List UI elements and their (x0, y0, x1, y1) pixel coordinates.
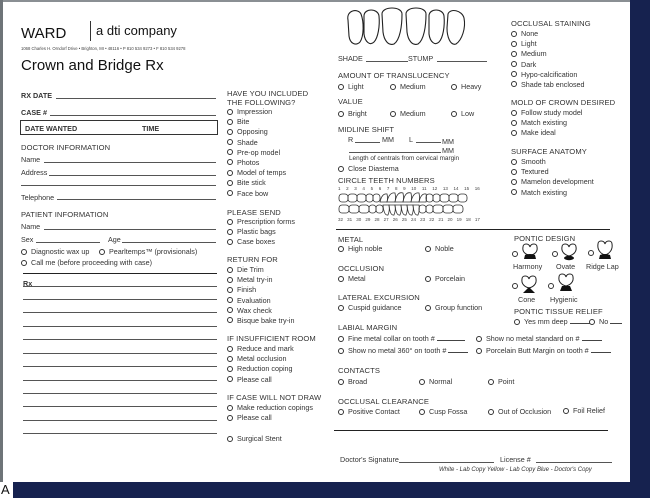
return-wax-check[interactable]: Wax check (227, 306, 295, 316)
doctor-address-field[interactable] (49, 175, 216, 176)
midline-shift-title: MIDLINE SHIFT (338, 125, 395, 134)
send-plastic-bags[interactable]: Plastic bags (227, 227, 295, 237)
radio-icon (511, 41, 517, 47)
rx-notes-area[interactable] (23, 286, 217, 432)
room-reduce-and-mark[interactable]: Reduce and mark (227, 344, 294, 354)
labial-show-no-metal-standard[interactable]: Show no metal standard on # (476, 334, 602, 343)
radio-icon (227, 346, 233, 352)
pontic-ovate-icon (560, 243, 578, 261)
pontic-ovate[interactable] (552, 243, 588, 273)
occlusion-metal[interactable]: Metal (338, 274, 366, 283)
return-finish[interactable]: Finish (227, 285, 295, 295)
staining-none[interactable]: None (511, 29, 585, 39)
radio-icon (227, 405, 233, 411)
tooth-number[interactable]: 20 (447, 217, 453, 222)
radio-icon (476, 336, 482, 342)
radio-icon (563, 408, 569, 414)
radio-icon (338, 84, 344, 90)
tooth-number[interactable]: 17 (474, 217, 480, 222)
rx-label: Rx (23, 279, 33, 288)
translucency-light[interactable]: Light (338, 82, 364, 91)
radio-icon (338, 246, 344, 252)
time-label: TIME (142, 124, 160, 133)
rx-line (23, 326, 217, 327)
occlusal-staining-title: OCCLUSAL STAINING (511, 19, 591, 28)
shade-field[interactable] (366, 61, 408, 62)
license-field[interactable] (536, 462, 612, 463)
radio-icon (227, 119, 233, 125)
tooth-number[interactable]: 6 (378, 186, 382, 191)
radio-icon (227, 109, 233, 115)
radio-icon (425, 305, 431, 311)
tooth-number[interactable]: 31 (347, 217, 353, 222)
tooth-number-field[interactable] (437, 334, 465, 341)
rx-line (23, 339, 217, 340)
radio-icon (511, 159, 517, 165)
labial-fine-metal-collar[interactable]: Fine metal collar on tooth # (338, 334, 465, 343)
radio-icon (451, 84, 457, 90)
radio-icon (425, 276, 431, 282)
return-evaluation[interactable]: Evaluation (227, 296, 295, 306)
midline-l-label: L (409, 135, 413, 144)
tooth-number[interactable]: 29 (365, 217, 371, 222)
pontic-ridge-lap-icon (595, 239, 615, 261)
staining-light[interactable]: Light (511, 39, 585, 49)
radio-icon (338, 276, 344, 282)
radio-icon (338, 305, 344, 311)
pontic-design-title: PONTIC DESIGN (514, 234, 576, 243)
stump-field[interactable] (437, 61, 487, 62)
radio-icon (21, 260, 27, 266)
tissue-relief-yes[interactable]: Yes mm deep (514, 317, 590, 326)
doctor-signature-label: Doctor's Signature (340, 455, 399, 464)
centrals-length-mm: MM (442, 146, 454, 155)
company-address: 1068 Charles H. Orndorf Drive • Brighton, MI • 48116 • P 810 534 9273 • F 810 534 9278 (21, 46, 186, 51)
radio-icon (390, 84, 396, 90)
radio-icon (338, 379, 344, 385)
clearance-cusp-fossa[interactable]: Cusp Fossa (419, 407, 467, 416)
radio-icon (227, 239, 233, 245)
no-field[interactable] (610, 317, 622, 324)
radio-icon (338, 348, 344, 354)
pontic-ridge-lap-label: Ridge Lap (586, 262, 619, 271)
tooth-number[interactable]: 7 (386, 186, 390, 191)
metal-high-noble[interactable]: High noble (338, 244, 382, 253)
contacts-broad[interactable]: Broad (338, 377, 367, 386)
radio-icon (451, 111, 457, 117)
return-for-title: RETURN FOR (227, 255, 278, 264)
teeth-diagram-icon (338, 192, 480, 217)
included-title-2: THE FOLLOWING? (227, 98, 296, 107)
radio-icon (338, 336, 344, 342)
tooth-number[interactable]: 26 (392, 217, 398, 222)
radio-icon (227, 229, 233, 235)
send-case-boxes[interactable]: Case boxes (227, 237, 295, 247)
navy-edge-right (630, 0, 650, 498)
lateral-excursion-title: LATERAL EXCURSION (338, 293, 420, 302)
value-bright[interactable]: Bright (338, 109, 367, 118)
radio-icon (425, 246, 431, 252)
surface-mamelon[interactable]: Mamelon development (511, 177, 594, 187)
rx-line (23, 312, 217, 313)
teeth-chart[interactable] (338, 186, 480, 224)
radio-icon (512, 251, 518, 257)
pontic-cone-label: Cone (518, 295, 536, 304)
please-send-list (227, 217, 295, 248)
tooth-number[interactable]: 27 (383, 217, 389, 222)
staining-shade-tab[interactable]: Shade tab enclosed (511, 80, 585, 90)
rx-date-label: RX DATE (21, 91, 53, 100)
radio-icon (227, 376, 233, 382)
radio-icon (227, 307, 233, 313)
copy-distribution-note: White - Lab Copy Yellow - Lab Copy Blue - Doctor's Copy (439, 467, 592, 473)
included-pre-op-model[interactable]: Pre-op model (227, 148, 286, 158)
draw-please-call[interactable]: Please call (227, 413, 313, 423)
tooth-number[interactable]: 18 (465, 217, 471, 222)
radio-icon (511, 130, 517, 136)
tooth-number[interactable]: 16 (474, 186, 480, 191)
radio-icon (227, 297, 233, 303)
radio-icon (227, 129, 233, 135)
included-title-1: HAVE YOU INCLUDED (227, 89, 309, 98)
rx-line (23, 393, 217, 394)
rx-section-divider (23, 273, 217, 274)
patient-name-label: Name (21, 222, 41, 231)
radio-icon (227, 170, 233, 176)
close-diastema-option[interactable]: Close Diastema (338, 164, 399, 173)
radio-icon (227, 267, 233, 273)
pontic-harmony[interactable] (512, 243, 550, 273)
midline-r-field[interactable] (355, 142, 380, 143)
labial-show-no-metal-360[interactable]: Show no metal 360° on tooth # (338, 346, 468, 355)
tooth-number[interactable]: 8 (394, 186, 398, 191)
patient-name-field[interactable] (44, 229, 216, 230)
will-not-draw-title: IF CASE WILL NOT DRAW (227, 393, 322, 402)
clearance-out-of-occlusion[interactable]: Out of Occlusion (488, 407, 551, 416)
occlusal-staining-list (511, 29, 585, 90)
pontic-cone[interactable] (512, 275, 550, 305)
radio-icon (511, 31, 517, 37)
radio-icon (511, 179, 517, 185)
radio-icon (488, 379, 494, 385)
shade-label: SHADE (338, 54, 363, 63)
mold-match-existing[interactable]: Match existing (511, 118, 583, 128)
patient-age-field[interactable] (122, 242, 216, 243)
occlusion-porcelain[interactable]: Porcelain (425, 274, 465, 283)
rx-line (23, 366, 217, 367)
included-model-of-temps[interactable]: Model of temps (227, 168, 286, 178)
tooth-number[interactable]: 23 (420, 217, 426, 222)
patient-sex-field[interactable] (36, 242, 100, 243)
radio-icon (511, 71, 517, 77)
labial-porcelain-butt-margin[interactable]: Porcelain Butt Margin on tooth # (476, 346, 611, 355)
tooth-number[interactable]: 15 (464, 186, 470, 191)
metal-title: METAL (338, 235, 364, 244)
radio-icon (21, 249, 27, 255)
tooth-number[interactable]: 1 (338, 186, 341, 191)
value-medium[interactable]: Medium (390, 109, 426, 118)
radio-icon (227, 366, 233, 372)
midline-r-mm: MM (382, 135, 394, 144)
included-list (227, 107, 286, 199)
radio-icon (227, 317, 233, 323)
radio-icon (511, 110, 517, 116)
frame-border-left (0, 0, 3, 482)
clearance-positive-contact[interactable]: Positive Contact (338, 407, 400, 416)
radio-icon (227, 190, 233, 196)
included-face-bow[interactable]: Face bow (227, 189, 286, 199)
radio-icon (588, 250, 594, 256)
doctor-address-label: Address (21, 168, 48, 177)
mid-section-divider (336, 229, 610, 230)
option-call-me[interactable]: Call me (before proceeding with case) (21, 258, 152, 267)
return-metal-try-in[interactable]: Metal try-in (227, 275, 295, 285)
tooth-number[interactable]: 14 (453, 186, 459, 191)
radio-icon (511, 189, 517, 195)
included-shade[interactable]: Shade (227, 138, 286, 148)
room-reduction-coping[interactable]: Reduction coping (227, 364, 294, 374)
mold-follow-study-model[interactable]: Follow study model (511, 108, 583, 118)
contacts-point[interactable]: Point (488, 377, 514, 386)
pontic-hygienic[interactable] (548, 273, 588, 305)
mold-make-ideal[interactable]: Make ideal (511, 128, 583, 138)
lateral-cuspid-guidance[interactable]: Cuspid guidance (338, 303, 402, 312)
circle-teeth-title: CIRCLE TEETH NUMBERS (338, 176, 435, 185)
option-surgical-stent[interactable]: Surgical Stent (227, 434, 282, 443)
radio-icon (338, 166, 344, 172)
frame-border-top (0, 0, 650, 2)
mold-list (511, 108, 583, 139)
draw-make-reduction-copings[interactable]: Make reduction copings (227, 403, 313, 413)
pontic-hygienic-icon (556, 273, 576, 293)
option-pearltemps[interactable]: Pearltemps™ (provisionals) (99, 247, 197, 256)
translucency-title: AMOUNT OF TRANSLUCENCY (338, 71, 450, 80)
tooth-number[interactable]: 22 (429, 217, 435, 222)
rx-date-field[interactable] (56, 98, 216, 99)
doctor-signature-field[interactable] (399, 462, 494, 463)
send-prescription-forms[interactable]: Prescription forms (227, 217, 295, 227)
return-bisque-bake[interactable]: Bisque bake try-in (227, 316, 295, 326)
radio-icon (227, 287, 233, 293)
case-number-label: CASE # (21, 108, 47, 117)
midline-l-mm: MM (442, 137, 454, 146)
tooth-number[interactable]: 9 (403, 186, 406, 191)
included-opposing[interactable]: Opposing (227, 127, 286, 137)
radio-icon (512, 283, 518, 289)
patient-sex-label: Sex (21, 235, 34, 244)
translucency-medium[interactable]: Medium (390, 82, 426, 91)
radio-icon (419, 379, 425, 385)
tooth-number[interactable]: 25 (401, 217, 407, 222)
radio-icon (511, 169, 517, 175)
room-metal-occlusion[interactable]: Metal occlusion (227, 354, 294, 364)
included-impression[interactable]: Impression (227, 107, 286, 117)
pontic-cone-icon (520, 275, 538, 295)
tooth-number[interactable]: 5 (370, 186, 374, 191)
rx-line (23, 406, 217, 407)
doctor-telephone-label: Telephone (21, 193, 55, 202)
labial-margin-title: LABIAL MARGIN (338, 323, 398, 332)
translucency-heavy[interactable]: Heavy (451, 82, 481, 91)
tooth-number[interactable]: 13 (442, 186, 448, 191)
radio-icon (511, 51, 517, 57)
radio-icon (227, 180, 233, 186)
contacts-normal[interactable]: Normal (419, 377, 452, 386)
included-bite[interactable]: Bite (227, 117, 286, 127)
doctor-name-field[interactable] (44, 162, 216, 163)
radio-icon (227, 436, 233, 442)
radio-icon (99, 249, 105, 255)
tooth-number[interactable]: 21 (438, 217, 444, 222)
tooth-number[interactable]: 30 (356, 217, 362, 222)
patient-age-label: Age (108, 235, 121, 244)
stump-label: STUMP (408, 54, 434, 63)
midline-l-field[interactable] (416, 142, 441, 143)
staining-medium[interactable]: Medium (511, 49, 585, 59)
tooth-number-field[interactable] (591, 346, 611, 353)
radio-icon (338, 111, 344, 117)
option-diagnostic-wax-up[interactable]: Diagnostic wax up (21, 247, 89, 256)
value-low[interactable]: Low (451, 109, 474, 118)
pontic-harmony-icon (520, 243, 540, 261)
signature-section-divider (334, 430, 608, 431)
radio-icon (338, 409, 344, 415)
included-bite-stick[interactable]: Bite stick (227, 178, 286, 188)
insufficient-room-title: IF INSUFFICIENT ROOM (227, 334, 316, 343)
occlusal-clearance-title: OCCLUSAL CLEARANCE (338, 397, 429, 406)
form-title: Crown and Bridge Rx (21, 57, 164, 74)
radio-icon (514, 319, 520, 325)
return-die-trim[interactable]: Die Trim (227, 265, 295, 275)
surface-anatomy-list (511, 157, 594, 198)
please-send-title: PLEASE SEND (227, 208, 281, 217)
date-wanted-label: DATE WANTED (25, 124, 78, 133)
radio-icon (227, 149, 233, 155)
tissue-relief-no[interactable]: No (589, 317, 622, 326)
doctor-name-label: Name (21, 155, 41, 164)
radio-icon (227, 415, 233, 421)
centrals-length-note: Length of centrals from cervical margin (349, 155, 460, 162)
clearance-foil-relief[interactable]: Foil Relief (563, 406, 605, 415)
radio-icon (390, 111, 396, 117)
tooth-number[interactable]: 32 (338, 217, 344, 222)
pontic-hygienic-label: Hygienic (550, 295, 578, 304)
tooth-number[interactable]: 2 (346, 186, 349, 191)
doctor-info-title: DOCTOR INFORMATION (21, 143, 111, 152)
radio-icon (488, 409, 494, 415)
brand-name: WARD (21, 25, 67, 42)
radio-icon (227, 219, 233, 225)
radio-icon (589, 319, 595, 325)
tooth-number[interactable]: 4 (362, 186, 365, 191)
radio-icon (548, 283, 554, 289)
brand-tagline: a dti company (96, 23, 177, 38)
lower-teeth-numbers (338, 217, 480, 223)
included-photos[interactable]: Photos (227, 158, 286, 168)
tooth-number[interactable]: 24 (411, 217, 417, 222)
pontic-ovate-label: Ovate (556, 262, 576, 271)
radio-icon (476, 348, 482, 354)
doctor-address-field-2[interactable] (21, 185, 216, 186)
contacts-title: CONTACTS (338, 366, 381, 375)
license-label: License # (500, 455, 531, 464)
surface-anatomy-title: SURFACE ANATOMY (511, 147, 587, 156)
brand-divider (90, 21, 91, 41)
case-number-field[interactable] (50, 115, 216, 116)
surface-textured[interactable]: Textured (511, 167, 594, 177)
pontic-harmony-label: Harmony (513, 262, 543, 271)
radio-icon (511, 81, 517, 87)
insufficient-room-list (227, 344, 294, 385)
radio-icon (227, 139, 233, 145)
tooth-number[interactable]: 11 (421, 186, 427, 191)
metal-noble[interactable]: Noble (425, 244, 454, 253)
mold-title: MOLD OF CROWN DESIRED (511, 98, 616, 107)
value-title: VALUE (338, 97, 363, 106)
lateral-group-function[interactable]: Group function (425, 303, 482, 312)
tooth-number-field[interactable] (582, 334, 602, 341)
mm-deep-field[interactable] (570, 317, 590, 324)
tooth-number[interactable]: 10 (411, 186, 417, 191)
rx-line (23, 286, 217, 287)
tooth-number[interactable]: 28 (374, 217, 380, 222)
radio-icon (419, 409, 425, 415)
staining-dark[interactable]: Dark (511, 60, 585, 70)
radio-icon (511, 61, 517, 67)
rx-line (23, 380, 217, 381)
navy-edge-bottom (13, 482, 650, 498)
rx-line (23, 353, 217, 354)
tooth-number[interactable]: 12 (432, 186, 438, 191)
staining-hypo-calcification[interactable]: Hypo-calcification (511, 70, 585, 80)
will-not-draw-list (227, 403, 313, 423)
room-please-call[interactable]: Please call (227, 375, 294, 385)
pontic-tissue-relief-title: PONTIC TISSUE RELIEF (514, 307, 603, 316)
midline-r-label: R (348, 135, 354, 144)
pontic-ridge-lap[interactable] (588, 239, 628, 273)
tooth-number-field[interactable] (448, 346, 468, 353)
radio-icon (227, 356, 233, 362)
radio-icon (227, 159, 233, 165)
surface-match-existing[interactable]: Match existing (511, 188, 594, 198)
centrals-length-field[interactable] (349, 152, 441, 153)
patient-info-title: PATIENT INFORMATION (21, 210, 109, 219)
radio-icon (511, 120, 517, 126)
rx-line (23, 433, 217, 434)
figure-label: A (1, 482, 10, 497)
rx-line (23, 420, 217, 421)
anterior-teeth-illustration (344, 6, 472, 48)
surface-smooth[interactable]: Smooth (511, 157, 594, 167)
radio-icon (227, 277, 233, 283)
tooth-number[interactable]: 3 (354, 186, 357, 191)
radio-icon (552, 251, 558, 257)
return-for-list (227, 265, 295, 326)
tooth-number[interactable]: 19 (456, 217, 462, 222)
occlusion-title: OCCLUSION (338, 264, 385, 273)
rx-line (23, 299, 217, 300)
doctor-telephone-field[interactable] (57, 199, 216, 200)
